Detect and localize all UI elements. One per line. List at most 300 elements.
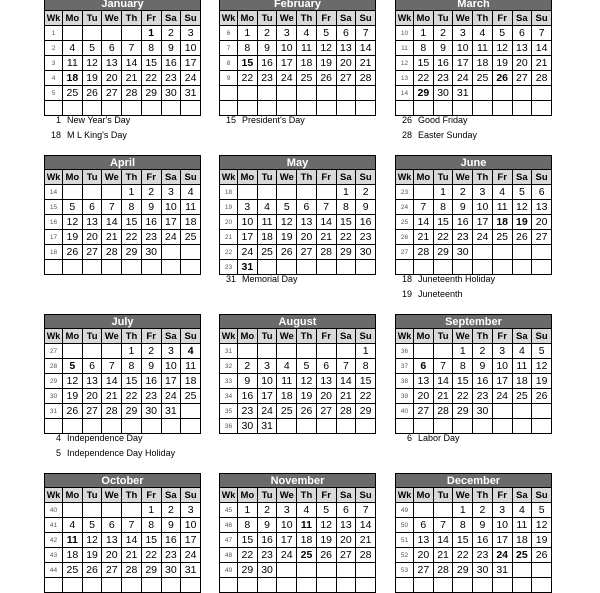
day-cell: 2 [238,359,258,374]
month-title: December [395,473,552,487]
holiday-note [399,272,495,287]
day-cell [316,260,336,275]
day-cell: 31 [161,404,181,419]
day-cell [473,578,493,593]
weekday-header: Fr [141,488,161,503]
week-number: 27 [45,344,63,359]
week-row [45,71,201,86]
day-cell: 3 [277,503,297,518]
day-cell [473,419,493,434]
day-cell [161,419,181,434]
day-cell: 24 [473,230,493,245]
week-row [220,245,376,260]
day-cell: 16 [356,215,376,230]
day-cell: 5 [316,26,336,41]
holiday-name: Juneteenth Holiday [418,274,496,284]
week-number: 40 [396,404,414,419]
day-cell [63,185,83,200]
weekday-header: Su [356,170,376,185]
week-number: 53 [396,563,414,578]
holiday-day: 18 [50,130,61,140]
weekday-header: Th [297,11,317,26]
week-number [45,260,63,275]
day-cell [356,86,376,101]
month-title: January [44,0,201,10]
day-cell: 12 [277,215,297,230]
day-cell [122,503,142,518]
month-july [44,314,201,434]
day-cell [161,578,181,593]
day-cell: 22 [141,548,161,563]
week-row [45,404,201,419]
weekday-header: Wk [45,329,63,344]
day-cell: 11 [63,533,83,548]
week-number: 37 [396,359,414,374]
weekday-header: Th [122,170,142,185]
weekday-header-row [396,329,552,344]
day-cell: 23 [161,548,181,563]
day-cell: 22 [238,71,258,86]
day-cell: 15 [141,533,161,548]
day-cell: 21 [433,548,453,563]
day-cell: 27 [102,563,122,578]
weekday-header: Fr [316,11,336,26]
day-cell: 24 [257,404,277,419]
day-cell: 13 [316,374,336,389]
weekday-header-row [396,11,552,26]
day-cell [512,86,532,101]
day-cell: 30 [473,563,493,578]
month-november [219,473,376,593]
day-cell: 13 [414,533,434,548]
week-number: 30 [45,389,63,404]
day-cell: 14 [433,533,453,548]
day-cell [181,419,201,434]
day-cell: 2 [141,185,161,200]
day-cell: 8 [453,518,473,533]
day-cell: 2 [161,503,181,518]
week-row [45,26,201,41]
month-title: August [219,314,376,328]
day-cell [492,86,512,101]
day-cell: 16 [161,56,181,71]
day-cell [82,260,102,275]
day-cell [356,578,376,593]
day-cell [356,260,376,275]
day-cell: 3 [453,26,473,41]
day-cell: 9 [161,518,181,533]
day-cell: 2 [473,344,493,359]
week-number: 45 [220,503,238,518]
day-cell [82,503,102,518]
day-cell: 15 [122,215,142,230]
day-cell: 10 [161,359,181,374]
weekday-header: We [102,170,122,185]
day-cell: 4 [473,26,493,41]
day-cell: 11 [473,41,493,56]
day-cell: 5 [82,41,102,56]
day-cell [63,260,83,275]
day-cell: 23 [453,230,473,245]
weekday-header: Mo [414,488,434,503]
week-row [45,503,201,518]
week-row [220,404,376,419]
day-cell: 22 [356,389,376,404]
day-cell: 27 [316,404,336,419]
day-cell: 1 [141,26,161,41]
week-number: 16 [45,215,63,230]
week-number: 28 [45,359,63,374]
week-number [45,578,63,593]
day-cell [297,419,317,434]
week-row [396,503,552,518]
day-cell: 23 [141,230,161,245]
day-cell [277,578,297,593]
day-cell: 19 [532,374,552,389]
day-cell: 15 [238,56,258,71]
weekday-header: Wk [45,11,63,26]
day-cell [297,185,317,200]
day-cell: 10 [473,200,493,215]
day-cell: 27 [102,86,122,101]
day-cell [82,185,102,200]
week-row [220,344,376,359]
day-cell: 29 [433,245,453,260]
week-number: 24 [396,200,414,215]
day-cell [336,344,356,359]
day-cell [238,86,258,101]
day-cell: 4 [277,359,297,374]
day-cell: 29 [453,563,473,578]
month-february [219,0,376,116]
weekday-header: We [277,170,297,185]
day-cell [82,26,102,41]
day-cell: 16 [453,215,473,230]
day-cell: 25 [277,404,297,419]
day-cell [532,86,552,101]
day-cell: 29 [356,404,376,419]
day-cell [122,26,142,41]
week-row [220,230,376,245]
day-cell: 17 [181,533,201,548]
day-cell: 19 [82,71,102,86]
weekday-header: Fr [316,170,336,185]
weekday-header: Wk [220,488,238,503]
day-cell: 27 [82,404,102,419]
month-title: June [395,155,552,169]
day-cell [181,101,201,116]
day-cell [316,578,336,593]
day-cell: 29 [122,245,142,260]
week-number: 43 [45,548,63,563]
week-row [396,548,552,563]
day-cell: 24 [492,548,512,563]
week-number: 4 [45,71,63,86]
day-cell: 2 [257,26,277,41]
day-cell: 26 [82,563,102,578]
day-cell: 16 [141,374,161,389]
holiday-name: President's Day [242,115,305,125]
week-number: 35 [220,404,238,419]
day-cell: 14 [336,374,356,389]
week-row [396,71,552,86]
week-row [45,230,201,245]
week-number: 50 [396,518,414,533]
week-number: 9 [220,71,238,86]
holiday-day: 5 [55,448,61,458]
day-cell: 14 [414,215,434,230]
week-row [45,533,201,548]
week-number [396,578,414,593]
weekday-header-row [220,170,376,185]
day-cell [277,344,297,359]
day-cell: 3 [181,503,201,518]
day-cell: 7 [122,518,142,533]
weekday-header: Sa [336,170,356,185]
day-cell: 24 [161,389,181,404]
weekday-header-row [220,11,376,26]
day-cell: 6 [102,41,122,56]
day-cell: 11 [181,200,201,215]
day-cell: 20 [82,389,102,404]
day-cell: 28 [433,404,453,419]
weekday-header: Th [122,488,142,503]
weekday-header: Mo [238,329,258,344]
week-row [220,578,376,593]
day-cell: 2 [257,503,277,518]
day-cell [316,563,336,578]
weekday-header: Th [122,329,142,344]
day-cell: 1 [336,185,356,200]
week-row [220,548,376,563]
day-cell [492,101,512,116]
day-cell: 7 [102,359,122,374]
weekday-header: Tu [257,329,277,344]
day-cell: 28 [122,563,142,578]
week-number: 41 [45,518,63,533]
weekday-header: Wk [220,329,238,344]
day-cell: 15 [356,374,376,389]
day-cell: 8 [433,200,453,215]
day-cell: 25 [512,389,532,404]
day-cell [414,503,434,518]
week-row [396,245,552,260]
week-row [45,359,201,374]
day-cell: 31 [453,86,473,101]
day-cell: 15 [433,215,453,230]
day-cell: 22 [414,71,434,86]
day-cell: 12 [82,56,102,71]
day-cell: 27 [297,245,317,260]
weekday-header: Th [473,11,493,26]
day-cell: 12 [63,374,83,389]
day-cell: 17 [277,533,297,548]
weekday-header: Mo [238,488,258,503]
day-cell [492,419,512,434]
day-cell: 8 [238,518,258,533]
day-cell: 25 [181,389,201,404]
day-cell: 30 [433,86,453,101]
month-title: October [44,473,201,487]
day-cell: 9 [238,374,258,389]
day-cell: 19 [297,389,317,404]
week-number: 11 [396,41,414,56]
week-number: 25 [396,215,414,230]
day-cell: 27 [414,563,434,578]
day-cell [433,578,453,593]
weekday-header: Su [532,488,552,503]
weekday-header-row [396,170,552,185]
day-cell: 10 [181,518,201,533]
month-grid [44,10,201,116]
week-number: 49 [396,503,414,518]
day-cell: 21 [356,533,376,548]
day-cell: 7 [532,26,552,41]
day-cell [316,344,336,359]
day-cell: 28 [102,404,122,419]
day-cell: 1 [122,344,142,359]
day-cell: 27 [532,230,552,245]
day-cell: 18 [297,56,317,71]
week-row [396,86,552,101]
holiday-name: Independence Day Holiday [67,448,176,458]
day-cell: 6 [297,200,317,215]
holiday-day: 15 [225,115,236,125]
day-cell: 4 [297,503,317,518]
day-cell: 25 [297,71,317,86]
day-cell [181,245,201,260]
weekday-header: Tu [257,488,277,503]
day-cell: 19 [63,389,83,404]
day-cell: 25 [512,548,532,563]
day-cell [102,185,122,200]
day-cell [336,86,356,101]
holiday-name: Juneteenth [418,289,463,299]
week-row [45,200,201,215]
week-row [45,245,201,260]
day-cell [257,185,277,200]
day-cell [238,578,258,593]
day-cell: 18 [492,215,512,230]
month-grid [219,328,376,434]
day-cell: 13 [82,374,102,389]
day-cell [414,344,434,359]
holiday-name: Good Friday [418,115,468,125]
day-cell [316,185,336,200]
day-cell: 31 [238,260,258,275]
day-cell [473,86,493,101]
day-cell: 11 [181,359,201,374]
day-cell [82,578,102,593]
day-cell: 20 [336,533,356,548]
day-cell [532,419,552,434]
week-number: 31 [220,344,238,359]
weekday-header: Mo [238,170,258,185]
week-number: 12 [396,56,414,71]
day-cell: 1 [356,344,376,359]
month-december [395,473,552,593]
week-number: 10 [396,26,414,41]
week-row [396,26,552,41]
day-cell: 29 [141,563,161,578]
day-cell: 12 [82,533,102,548]
day-cell: 4 [181,185,201,200]
week-number: 19 [220,200,238,215]
day-cell: 23 [473,389,493,404]
weekday-header: Tu [433,329,453,344]
weekday-header: We [277,329,297,344]
holiday-note [48,431,143,446]
day-cell [492,578,512,593]
day-cell [473,101,493,116]
weekday-header: Tu [433,488,453,503]
day-cell: 5 [297,359,317,374]
day-cell [141,101,161,116]
week-number: 33 [220,374,238,389]
day-cell: 13 [102,56,122,71]
week-row [220,533,376,548]
weekday-header: Fr [141,329,161,344]
week-number: 36 [396,344,414,359]
day-cell: 8 [414,41,434,56]
day-cell: 17 [473,215,493,230]
day-cell: 17 [238,230,258,245]
weekday-header: Su [181,329,201,344]
week-number: 6 [220,26,238,41]
day-cell [297,578,317,593]
day-cell: 15 [238,533,258,548]
weekday-header: Su [532,329,552,344]
day-cell: 28 [102,245,122,260]
weekday-header: Fr [492,329,512,344]
day-cell: 18 [257,230,277,245]
day-cell: 5 [532,503,552,518]
month-grid [44,487,201,593]
day-cell: 4 [63,518,83,533]
day-cell: 20 [102,71,122,86]
day-cell: 1 [238,26,258,41]
week-number: 51 [396,533,414,548]
day-cell: 2 [161,26,181,41]
day-cell: 5 [63,200,83,215]
day-cell: 26 [532,389,552,404]
month-title: September [395,314,552,328]
day-cell: 22 [433,230,453,245]
day-cell: 16 [257,533,277,548]
day-cell: 14 [102,215,122,230]
week-row [220,359,376,374]
weekday-header-row [220,329,376,344]
day-cell: 21 [336,389,356,404]
week-number: 44 [45,563,63,578]
day-cell: 1 [453,503,473,518]
day-cell: 5 [82,518,102,533]
day-cell [356,101,376,116]
weekday-header: We [102,488,122,503]
day-cell: 8 [453,359,473,374]
week-number: 34 [220,389,238,404]
weekday-header: Wk [45,488,63,503]
day-cell: 16 [238,389,258,404]
week-row [396,56,552,71]
day-cell: 17 [277,56,297,71]
day-cell: 27 [336,71,356,86]
weekday-header: Tu [257,11,277,26]
day-cell: 8 [122,200,142,215]
day-cell [336,563,356,578]
day-cell: 6 [316,359,336,374]
day-cell [277,563,297,578]
